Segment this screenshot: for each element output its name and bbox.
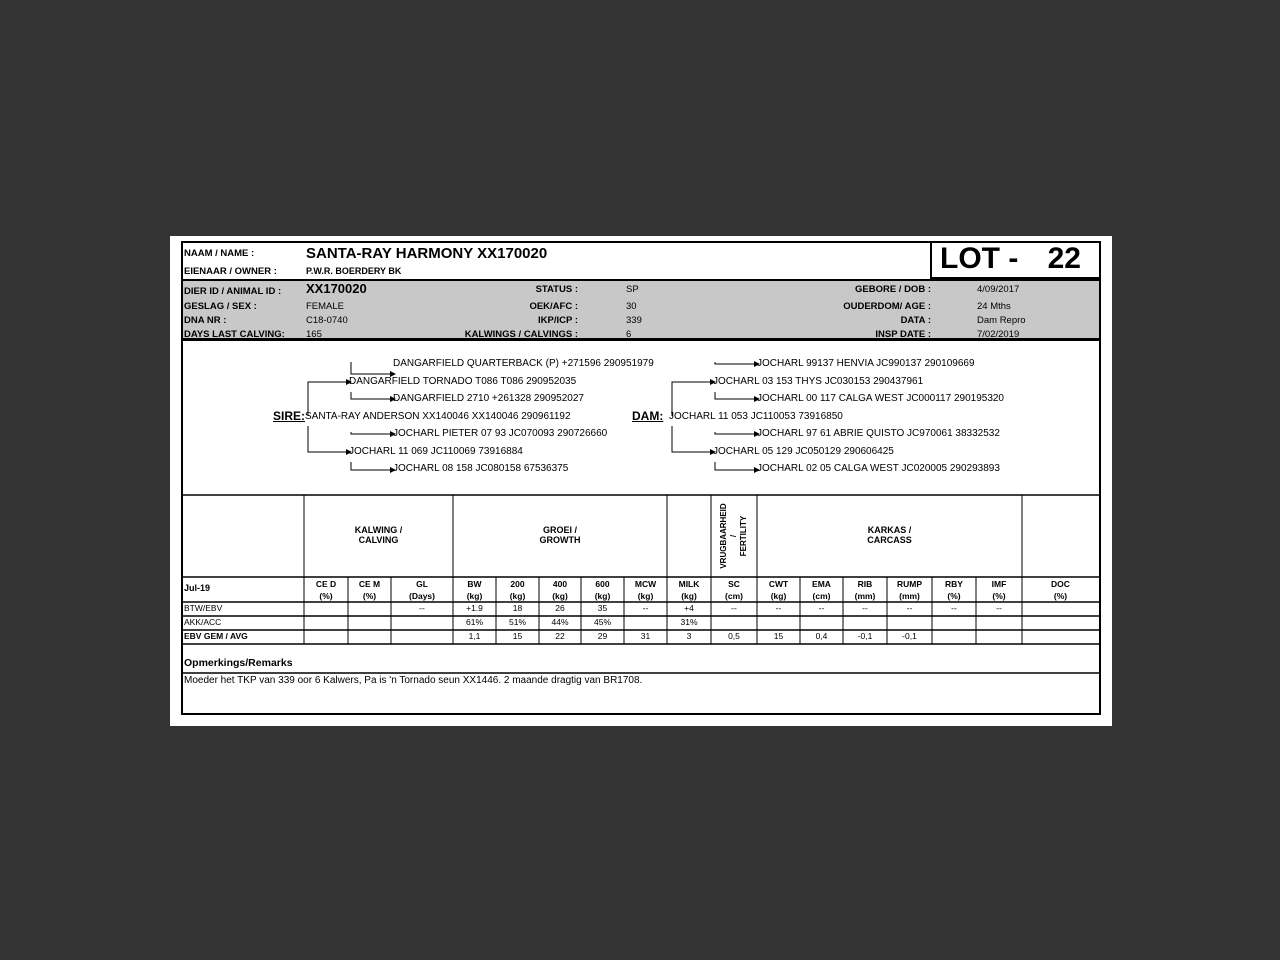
lot-card (170, 236, 1112, 726)
group-calving: KALWING / CALVING (354, 525, 403, 545)
sex-label: GESLAG / SEX : (184, 301, 257, 312)
ebv-column-header: CE M (%) (358, 579, 381, 601)
ebv-cell: -- (642, 603, 649, 613)
age-label: OUDERDOM/ AGE : (843, 301, 931, 312)
group-growth: GROEI / GROWTH (539, 525, 581, 545)
sire-dam-sire: JOCHARL PIETER 07 93 JC070093 290726660 (393, 428, 608, 439)
ebv-cell: 35 (597, 603, 608, 613)
ebv-cell: 15 (512, 631, 523, 641)
sire-sire-dam: DANGARFIELD 2710 +261328 290952027 (393, 393, 584, 404)
insp-label: INSP DATE : (875, 329, 931, 340)
ebv-cell: 1,1 (468, 631, 481, 641)
ebv-row-label: EBV GEM / AVG (184, 631, 248, 641)
ebv-column-header: GL (Days) (409, 579, 435, 601)
ebv-column-header: RIB (mm) (854, 579, 876, 601)
animal-id-value: XX170020 (306, 281, 367, 296)
ebv-column-header: 600 (kg) (594, 579, 611, 601)
sire-name: SANTA-RAY ANDERSON XX140046 XX140046 290961192 (305, 411, 571, 422)
lot-number: 22 (1047, 242, 1081, 275)
sire-dam-dam: JOCHARL 08 158 JC080158 67536375 (393, 463, 569, 474)
remarks-heading: Opmerkings/Remarks (184, 657, 293, 669)
sire-label: SIRE: (273, 409, 306, 423)
dob-value: 4/09/2017 (977, 284, 1020, 295)
ebv-cell: -- (862, 603, 868, 613)
dam-sire-sire: JOCHARL 99137 HENVIA JC990137 290109669 (757, 358, 975, 369)
ebv-column-header: RUMP (mm) (896, 579, 923, 601)
animal-id-label: DIER ID / ANIMAL ID : (184, 286, 282, 297)
ebv-column-header: MILK (kg) (678, 579, 700, 601)
lot-label: LOT - (940, 242, 1019, 275)
group-fertility: VRUGBAARHEID / FERTILITY (719, 503, 748, 569)
ebv-cell: 26 (555, 603, 565, 613)
ebv-date: Jul-19 (184, 583, 211, 593)
ebv-column-header: BW (kg) (466, 579, 483, 601)
data-value: Dam Repro (977, 315, 1026, 326)
dna-label: DNA NR : (184, 315, 227, 326)
dam-name: JOCHARL 11 053 JC110053 73916850 (669, 411, 843, 422)
ebv-column-header: SC (cm) (725, 579, 743, 601)
sire-dam: JOCHARL 11 069 JC110069 73916884 (349, 446, 523, 457)
afc-label: OEK/AFC : (529, 301, 578, 312)
afc-value: 30 (626, 301, 637, 312)
ebv-cell: 31% (680, 617, 698, 627)
ebv-column-header: DOC (%) (1051, 579, 1070, 601)
ebv-cell: -- (419, 603, 425, 613)
icp-label: IKP/ICP : (538, 315, 578, 326)
data-label: DATA : (900, 315, 931, 326)
ebv-cell: 31 (640, 631, 651, 641)
ebv-cell: 0,4 (815, 631, 828, 641)
ebv-cell: -- (818, 603, 825, 613)
status-label: STATUS : (535, 284, 578, 295)
ebv-cell: -- (731, 603, 737, 613)
icp-value: 339 (626, 315, 642, 326)
status-value: SP (626, 284, 639, 295)
days-label: DAYS LAST CALVING: (184, 329, 285, 340)
animal-name: SANTA-RAY HARMONY XX170020 (306, 245, 548, 262)
ebv-column-header: RBY (%) (945, 579, 963, 601)
owner-name: P.W.R. BOERDERY BK (306, 266, 402, 276)
insp-value: 7/02/2019 (977, 329, 1020, 340)
ebv-cell: -- (951, 603, 957, 613)
ebv-cell: -- (996, 603, 1002, 613)
ebv-cell: -0,1 (857, 631, 873, 641)
ebv-column-header: IMF (%) (991, 579, 1007, 601)
ebv-cell: -- (775, 603, 782, 613)
sire-sire-sire: DANGARFIELD QUARTERBACK (P) +271596 290951979 (393, 358, 654, 369)
ebv-column-header: CE D (%) (315, 579, 337, 601)
ebv-cell: 44% (551, 617, 569, 627)
ebv-cell: 3 (686, 631, 692, 641)
remarks-text: Moeder het TKP van 339 oor 6 Kalwers, Pa is 'n Tornado seun XX1446. 2 maande dragtig van BR1708. (184, 675, 643, 686)
ebv-cell: 29 (597, 631, 608, 641)
owner-label: EIENAAR / OWNER : (184, 266, 277, 277)
ebv-column-header: MCW (kg) (634, 579, 657, 601)
dob-label: GEBORE / DOB : (854, 284, 931, 295)
ebv-cell: -0,1 (902, 631, 917, 641)
group-carcass: KARKAS / CARCASS (867, 525, 912, 545)
ebv-cell: +4 (684, 603, 694, 613)
days-value: 165 (306, 329, 322, 340)
age-value: 24 Mths (977, 301, 1011, 312)
ebv-cell: -- (906, 603, 913, 613)
ebv-cell: 18 (512, 603, 523, 613)
ebv-cell: 0,5 (728, 631, 740, 641)
ebv-column-header: EMA (cm) (812, 579, 831, 601)
pedigree-lines (170, 236, 1112, 726)
ebv-cell: 45% (593, 617, 611, 627)
ebv-cell: 51% (508, 617, 526, 627)
dam-dam-sire: JOCHARL 97 61 ABRIE QUISTO JC970061 38332532 (757, 428, 1000, 439)
dam-sire-dam: JOCHARL 00 117 CALGA WEST JC000117 290195320 (757, 393, 1004, 404)
ebv-cell: 22 (555, 631, 565, 641)
ebv-column-header: CWT (kg) (768, 579, 789, 601)
ebv-cell: 61% (465, 617, 483, 627)
sire-sire: DANGARFIELD TORNADO T086 T086 290952035 (349, 376, 577, 387)
calvings-value: 6 (626, 329, 632, 340)
dam-dam-dam: JOCHARL 02 05 CALGA WEST JC020005 290293893 (757, 463, 1000, 474)
name-label: NAAM / NAME : (184, 248, 255, 259)
dam-sire: JOCHARL 03 153 THYS JC030153 290437961 (713, 376, 924, 387)
calvings-label: KALWINGS / CALVINGS : (464, 329, 578, 340)
dam-label: DAM: (632, 409, 664, 423)
ebv-cell: 15 (773, 631, 784, 641)
ebv-cell: +1.9 (466, 603, 483, 613)
sex-value: FEMALE (306, 301, 345, 312)
ebv-row-label: BTW/EBV (184, 603, 223, 613)
ebv-row-label: AKK/ACC (184, 617, 222, 627)
dam-dam: JOCHARL 05 129 JC050129 290606425 (713, 446, 894, 457)
ebv-column-header: 200 (kg) (509, 579, 526, 601)
dna-value: C18-0740 (306, 315, 348, 326)
ebv-column-header: 400 (kg) (552, 579, 568, 601)
